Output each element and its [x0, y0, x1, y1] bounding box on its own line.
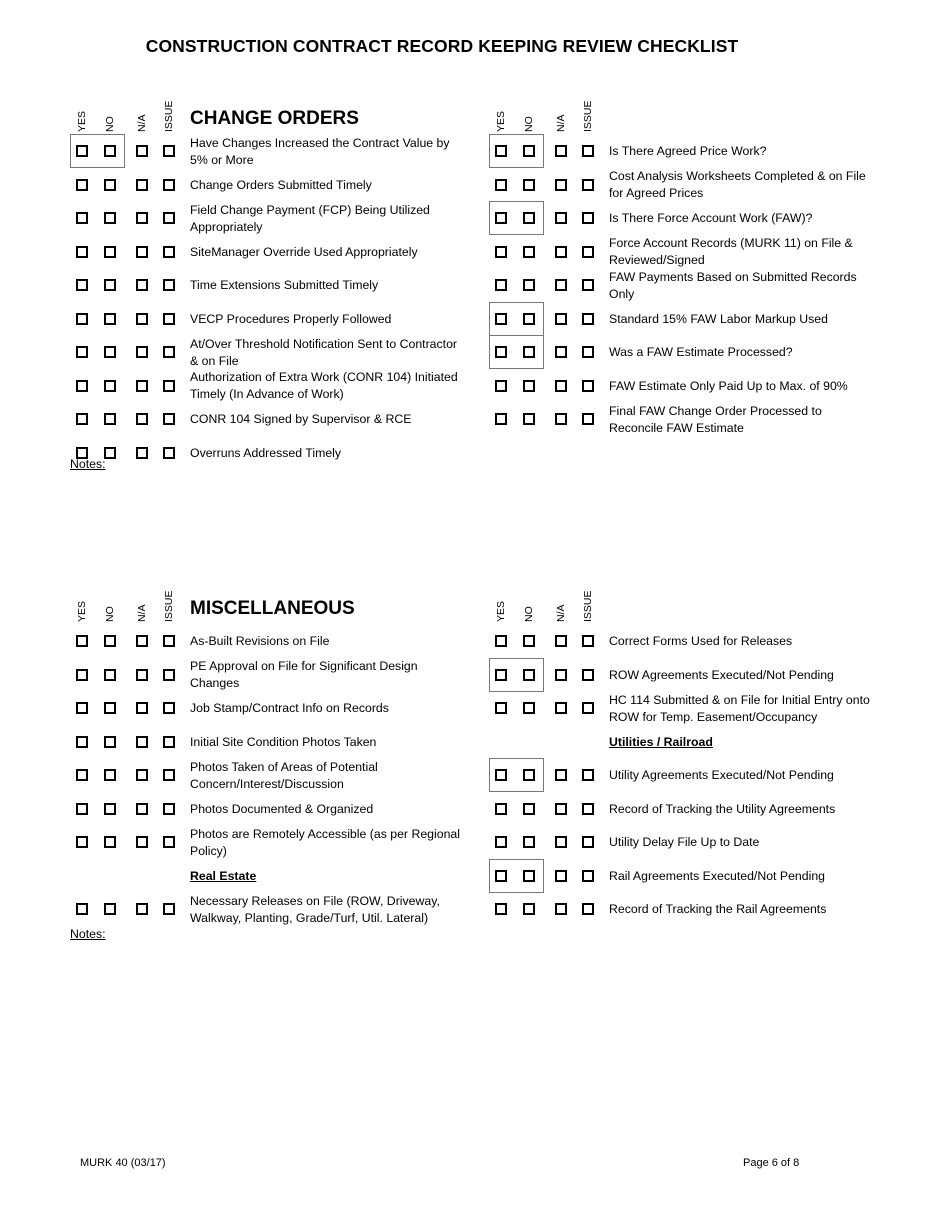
checkbox-na[interactable] [555, 413, 567, 425]
item-label: Rail Agreements Executed/Not Pending [609, 868, 826, 883]
item-label: Change Orders Submitted Timely [190, 177, 372, 192]
item-label: As-Built Revisions on File [190, 634, 330, 648]
checkbox-no[interactable] [523, 246, 535, 258]
checkbox-yes[interactable] [495, 903, 507, 915]
checkbox-issue[interactable] [582, 346, 594, 358]
checklist-row [70, 759, 490, 792]
checkbox-na[interactable] [555, 769, 567, 781]
checkbox-yes[interactable] [76, 702, 88, 714]
checklist-row [489, 336, 909, 369]
checkbox-yes[interactable] [76, 179, 88, 191]
item-label: Overruns Addressed Timely [190, 445, 342, 460]
checkbox-issue[interactable] [582, 313, 594, 325]
checkbox-no[interactable] [104, 145, 116, 157]
checklist-row [489, 202, 909, 235]
item-label: FAW Estimate Only Paid Up to Max. of 90% [609, 378, 848, 393]
item-label: Record of Tracking the Rail Agreements [609, 902, 827, 916]
item-label: Time Extensions Submitted Timely [190, 278, 379, 292]
column-header: N/A [555, 604, 567, 622]
checkbox-na[interactable] [136, 346, 148, 358]
checkbox-yes[interactable] [76, 669, 88, 681]
section-title: MISCELLANEOUS [190, 598, 355, 619]
checkbox-yes[interactable] [76, 803, 88, 815]
checkbox-no[interactable] [104, 769, 116, 781]
checkbox-na[interactable] [136, 447, 148, 459]
checklist-row [489, 659, 909, 692]
checklist-row [489, 135, 909, 168]
checkbox-no[interactable] [523, 769, 535, 781]
item-label: Correct Forms Used for Releases [609, 634, 793, 648]
checkbox-no[interactable] [104, 803, 116, 815]
checklist-row [489, 403, 909, 436]
checklist-row [70, 826, 490, 859]
checkbox-issue[interactable] [582, 279, 594, 291]
checklist-row [70, 437, 490, 470]
checklist-row [70, 659, 490, 692]
item-label: Was a FAW Estimate Processed? [609, 345, 793, 359]
checkbox-issue[interactable] [163, 736, 175, 748]
checkbox-issue[interactable] [582, 179, 594, 191]
checkbox-na[interactable] [555, 212, 567, 224]
checkbox-issue[interactable] [582, 669, 594, 681]
checkbox-yes[interactable] [495, 380, 507, 392]
checkbox-yes[interactable] [495, 635, 507, 647]
page-number: Page 6 of 8 [743, 1157, 800, 1169]
item-label: PE Approval on File for Significant Design Changes [190, 659, 418, 690]
checkbox-issue[interactable] [582, 870, 594, 882]
checkbox-no[interactable] [523, 669, 535, 681]
checklist-row [489, 370, 909, 403]
checklist-row [489, 893, 909, 926]
checklist-row [489, 860, 909, 893]
item-label: Is There Agreed Price Work? [609, 144, 767, 158]
item-label: FAW Payments Based on Submitted Records Only [609, 269, 857, 301]
checkbox-yes[interactable] [76, 279, 88, 291]
checklist-row [489, 692, 909, 725]
checklist-row [70, 135, 490, 168]
checkbox-issue[interactable] [582, 635, 594, 647]
column-header: YES [495, 110, 507, 132]
checkbox-na[interactable] [555, 903, 567, 915]
checkbox-na[interactable] [136, 736, 148, 748]
checkbox-na[interactable] [555, 313, 567, 325]
checkbox-no[interactable] [523, 212, 535, 224]
checkbox-no[interactable] [104, 212, 116, 224]
checkbox-yes[interactable] [76, 313, 88, 325]
checkbox-yes[interactable] [76, 346, 88, 358]
checkbox-yes[interactable] [76, 635, 88, 647]
checkbox-na[interactable] [136, 803, 148, 815]
item-label: Initial Site Condition Photos Taken [190, 734, 377, 749]
checkbox-yes[interactable] [76, 903, 88, 915]
checklist-row [70, 370, 490, 403]
item-label: Photos are Remotely Accessible (as per Regional Policy) [190, 826, 460, 858]
checkbox-na[interactable] [555, 179, 567, 191]
checkbox-yes[interactable] [76, 380, 88, 392]
checkbox-na[interactable] [136, 903, 148, 915]
checkbox-no[interactable] [104, 903, 116, 915]
checkbox-na[interactable] [136, 212, 148, 224]
checkbox-issue[interactable] [163, 836, 175, 848]
column-header: ISSUE [163, 100, 175, 132]
checkbox-no[interactable] [523, 635, 535, 647]
checkbox-na[interactable] [136, 380, 148, 392]
checklist-row [489, 625, 909, 658]
notes-label: Notes: [70, 457, 106, 471]
form-id: MURK 40 (03/17) [80, 1157, 166, 1169]
column-header: NO [523, 606, 535, 622]
column-header: NO [104, 606, 116, 622]
checkbox-yes[interactable] [495, 212, 507, 224]
checkbox-yes[interactable] [76, 413, 88, 425]
checklist-row [489, 169, 909, 202]
column-header: N/A [555, 114, 567, 132]
item-label: Field Change Payment (FCP) Being Utilized Appropriately [190, 202, 430, 234]
checklist-row [70, 303, 490, 336]
checklist-section [489, 590, 909, 990]
checkbox-yes[interactable] [495, 179, 507, 191]
checkbox-na[interactable] [136, 769, 148, 781]
column-header: ISSUE [582, 590, 594, 622]
checkbox-no[interactable] [523, 380, 535, 392]
checkbox-no[interactable] [523, 702, 535, 714]
checkbox-yes[interactable] [495, 769, 507, 781]
checklist-section [70, 100, 490, 500]
column-header: N/A [136, 114, 148, 132]
item-label: Record of Tracking the Utility Agreements [609, 801, 836, 816]
checkbox-yes[interactable] [76, 246, 88, 258]
checkbox-yes[interactable] [495, 346, 507, 358]
checkbox-yes[interactable] [495, 279, 507, 291]
checkbox-no[interactable] [104, 246, 116, 258]
checkbox-no[interactable] [523, 313, 535, 325]
item-label: Final FAW Change Order Processed to Reconcile FAW Estimate [609, 403, 822, 435]
item-label: Photos Taken of Areas of Potential Concern/Interest/Discussion [190, 759, 378, 791]
item-label: Authorization of Extra Work (CONR 104) Initiated Timely (In Advance of Work) [190, 370, 458, 401]
checkbox-issue[interactable] [582, 903, 594, 915]
checkbox-no[interactable] [104, 736, 116, 748]
column-header: YES [495, 600, 507, 622]
checkbox-issue[interactable] [163, 803, 175, 815]
item-label: At/Over Threshold Notification Sent to Contractor & on File [190, 336, 458, 368]
item-label: Necessary Releases on File (ROW, Driveway, Walkway, Planting, Grade/Turf, Util. Lateral) [190, 893, 440, 925]
checkbox-no[interactable] [523, 903, 535, 915]
item-label: Have Changes Increased the Contract Value by 5% or More [190, 135, 450, 167]
checkbox-no[interactable] [104, 313, 116, 325]
checkbox-no[interactable] [104, 635, 116, 647]
checkbox-yes[interactable] [76, 212, 88, 224]
document-title: CONSTRUCTION CONTRACT RECORD KEEPING REVIEW CHECKLIST [145, 36, 739, 56]
checkbox-issue[interactable] [163, 212, 175, 224]
checkbox-issue[interactable] [582, 836, 594, 848]
checkbox-yes[interactable] [495, 246, 507, 258]
checkbox-yes[interactable] [76, 736, 88, 748]
checkbox-na[interactable] [136, 836, 148, 848]
checklist-row [70, 269, 490, 302]
checkbox-no[interactable] [523, 803, 535, 815]
item-label: Force Account Records (MURK 11) on File & Reviewed/Signed [609, 236, 853, 267]
checkbox-issue[interactable] [582, 413, 594, 425]
column-header: YES [76, 110, 88, 132]
checklist-row [489, 236, 909, 269]
subsection-heading: Real Estate [190, 868, 257, 883]
section-title: CHANGE ORDERS [190, 108, 359, 129]
item-label: Cost Analysis Worksheets Completed & on File for Agreed Prices [609, 169, 866, 200]
checkbox-issue[interactable] [163, 769, 175, 781]
checkbox-na[interactable] [136, 279, 148, 291]
checkbox-issue[interactable] [163, 380, 175, 392]
checkbox-issue[interactable] [582, 145, 594, 157]
checkbox-no[interactable] [523, 279, 535, 291]
checkbox-yes[interactable] [495, 669, 507, 681]
checklist-row [70, 692, 490, 725]
checkbox-issue[interactable] [163, 635, 175, 647]
checkbox-na[interactable] [555, 669, 567, 681]
checkbox-issue[interactable] [582, 803, 594, 815]
checkbox-issue[interactable] [163, 702, 175, 714]
checkbox-issue[interactable] [163, 346, 175, 358]
item-label: HC 114 Submitted & on File for Initial Entry onto ROW for Temp. Easement/Occupancy [609, 692, 870, 724]
checkbox-no[interactable] [104, 413, 116, 425]
checklist-row [70, 726, 490, 759]
checkbox-na[interactable] [555, 870, 567, 882]
checkbox-issue[interactable] [163, 413, 175, 425]
checkbox-issue[interactable] [163, 279, 175, 291]
checkbox-no[interactable] [104, 346, 116, 358]
checkbox-yes[interactable] [76, 836, 88, 848]
checklist-row [70, 236, 490, 269]
checkbox-no[interactable] [104, 179, 116, 191]
checkbox-na[interactable] [555, 346, 567, 358]
subsection-heading: Utilities / Railroad [609, 734, 713, 749]
column-header: YES [76, 600, 88, 622]
checklist-row [70, 793, 490, 826]
item-label: Standard 15% FAW Labor Markup Used [609, 311, 828, 326]
column-header: ISSUE [582, 100, 594, 132]
checkbox-na[interactable] [555, 702, 567, 714]
checkbox-na[interactable] [555, 635, 567, 647]
item-label: Utility Delay File Up to Date [609, 835, 760, 849]
checklist-row [489, 269, 909, 302]
checkbox-yes[interactable] [495, 803, 507, 815]
checkbox-issue[interactable] [163, 447, 175, 459]
checkbox-na[interactable] [136, 635, 148, 647]
item-label: CONR 104 Signed by Supervisor & RCE [190, 412, 412, 426]
checkbox-issue[interactable] [163, 179, 175, 191]
checkbox-na[interactable] [136, 702, 148, 714]
checkbox-no[interactable] [523, 145, 535, 157]
checkbox-yes[interactable] [495, 313, 507, 325]
checkbox-no[interactable] [523, 870, 535, 882]
checkbox-no[interactable] [523, 179, 535, 191]
checkbox-na[interactable] [555, 145, 567, 157]
item-label: Is There Force Account Work (FAW)? [609, 211, 813, 225]
checkbox-yes[interactable] [495, 702, 507, 714]
checkbox-issue[interactable] [163, 903, 175, 915]
checklist-section [489, 100, 909, 500]
item-label: Photos Documented & Organized [190, 801, 374, 816]
checkbox-na[interactable] [555, 380, 567, 392]
checkbox-yes[interactable] [495, 413, 507, 425]
checkbox-issue[interactable] [582, 212, 594, 224]
column-header: NO [104, 116, 116, 132]
checkbox-issue[interactable] [582, 246, 594, 258]
checkbox-issue[interactable] [582, 769, 594, 781]
column-header: ISSUE [163, 590, 175, 622]
checkbox-na[interactable] [555, 279, 567, 291]
checkbox-no[interactable] [104, 669, 116, 681]
checklist-row [489, 759, 909, 792]
checkbox-no[interactable] [104, 702, 116, 714]
checkbox-na[interactable] [136, 145, 148, 157]
checklist-row [489, 826, 909, 859]
checkbox-na[interactable] [136, 179, 148, 191]
checklist-row [489, 303, 909, 336]
checkbox-yes[interactable] [495, 145, 507, 157]
column-header: NO [523, 116, 535, 132]
checkbox-issue[interactable] [163, 246, 175, 258]
item-label: SiteManager Override Used Appropriately [190, 244, 418, 259]
checkbox-na[interactable] [136, 313, 148, 325]
checkbox-issue[interactable] [582, 380, 594, 392]
checkbox-yes[interactable] [495, 870, 507, 882]
item-label: Utility Agreements Executed/Not Pending [609, 768, 834, 782]
checkbox-no[interactable] [523, 413, 535, 425]
checkbox-yes[interactable] [76, 145, 88, 157]
checkbox-na[interactable] [136, 669, 148, 681]
checklist-row [70, 625, 490, 658]
checklist-row [70, 893, 490, 926]
checklist-section [70, 590, 490, 990]
checkbox-issue[interactable] [582, 702, 594, 714]
subsection-heading-row [489, 726, 909, 759]
checkbox-na[interactable] [136, 413, 148, 425]
checklist-row [70, 169, 490, 202]
checkbox-na[interactable] [555, 836, 567, 848]
checkbox-no[interactable] [104, 836, 116, 848]
checklist-row [489, 793, 909, 826]
checkbox-issue[interactable] [163, 669, 175, 681]
checkbox-na[interactable] [555, 803, 567, 815]
checklist-row [70, 403, 490, 436]
checkbox-issue[interactable] [163, 313, 175, 325]
checkbox-na[interactable] [136, 246, 148, 258]
item-label: ROW Agreements Executed/Not Pending [609, 667, 834, 682]
checkbox-no[interactable] [104, 279, 116, 291]
checkbox-no[interactable] [523, 836, 535, 848]
checklist-row [70, 202, 490, 235]
checkbox-issue[interactable] [163, 145, 175, 157]
checkbox-yes[interactable] [495, 836, 507, 848]
subsection-heading-row [70, 860, 490, 893]
checkbox-no[interactable] [104, 447, 116, 459]
item-label: VECP Procedures Properly Followed [190, 311, 392, 326]
checkbox-no[interactable] [104, 380, 116, 392]
notes-label: Notes: [70, 927, 106, 941]
checklist-row [70, 336, 490, 369]
item-label: Job Stamp/Contract Info on Records [190, 701, 389, 715]
column-header: N/A [136, 604, 148, 622]
checkbox-no[interactable] [523, 346, 535, 358]
checkbox-yes[interactable] [76, 769, 88, 781]
checkbox-na[interactable] [555, 246, 567, 258]
